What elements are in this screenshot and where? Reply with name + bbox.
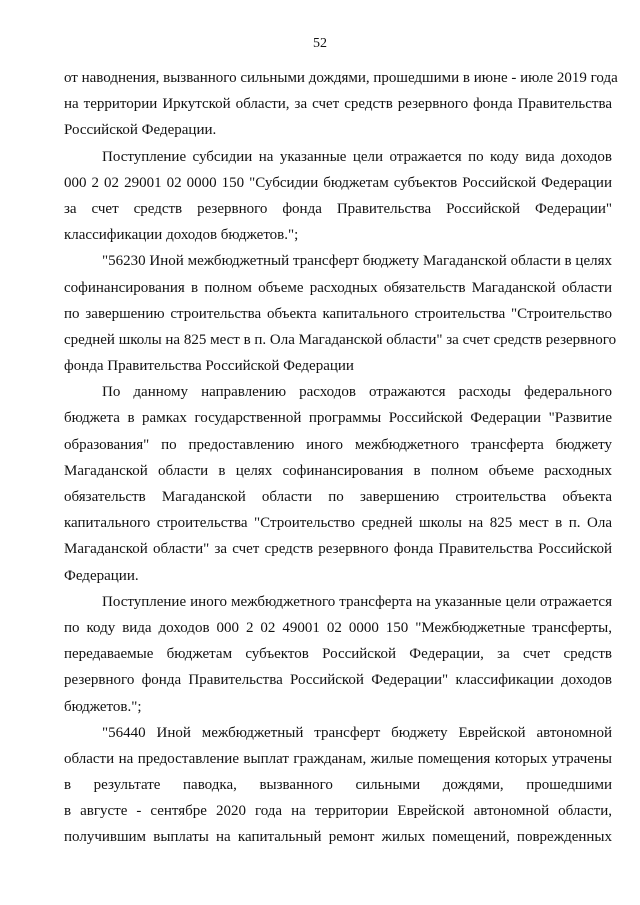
text-line: Федерации.	[64, 567, 139, 584]
text-line: "56230 Иной межбюджетный трансферт бюджету Магаданской области в целях	[102, 253, 612, 270]
text-line: бюджетов.";	[64, 698, 142, 715]
text-line: в августе - сентябре 2020 года на территории Еврейской автономной области,	[64, 803, 612, 820]
text-line: Поступление иного межбюджетного трансферта на указанные цели отражается	[102, 593, 612, 610]
text-line: получившим выплаты на капитальный ремонт жилых помещений, поврежденных	[64, 829, 612, 846]
text-line: капитального строительства "Строительство средней школы на 825 мест в п. Ола	[64, 515, 612, 532]
document-body	[64, 65, 618, 851]
text-line: области на предоставление выплат гражданам, жилые помещения которых утрачены	[64, 750, 612, 767]
text-line: фонда Правительства Российской Федерации	[64, 358, 354, 375]
text-line: резервного фонда Правительства Российской Федерации" классификации доходов	[64, 672, 612, 689]
text-line: Магаданской области" за счет средств резервного фонда Правительства Российской	[64, 541, 612, 558]
text-line: софинансирования в полном объеме расходных обязательств Магаданской области	[64, 279, 612, 296]
page-number: 52	[313, 36, 327, 51]
text-line: по завершению строительства объекта капитального строительства "Строительство	[64, 305, 612, 322]
text-line: классификации доходов бюджетов.";	[64, 227, 299, 244]
text-line: "56440 Иной межбюджетный трансферт бюджету Еврейской автономной	[102, 724, 612, 741]
text-line: передаваемые бюджетам субъектов Российской Федерации, за счет средств	[64, 646, 612, 663]
text-line: Поступление субсидии на указанные цели отражается по коду вида доходов	[102, 148, 612, 165]
text-line: за счет средств резервного фонда Правительства Российской Федерации"	[64, 200, 612, 217]
text-line: обязательств Магаданской области по завершению строительства объекта	[64, 489, 612, 505]
text-line: по коду вида доходов 000 2 02 49001 02 0000 150 "Межбюджетные трансферты,	[64, 619, 612, 636]
text-line: в результате паводка, вызванного сильными дождями, прошедшими	[64, 777, 612, 794]
text-line: По данному направлению расходов отражаются расходы федерального	[102, 384, 612, 401]
text-line: Российской Федерации.	[64, 122, 217, 139]
text-line: на территории Иркутской области, за счет средств резервного фонда Правительства	[64, 96, 612, 113]
text-line: Магаданской области в целях софинансирования в полном объеме расходных	[64, 462, 612, 479]
text-line: бюджета в рамках государственной программы Российской Федерации "Развитие	[64, 410, 612, 427]
text-line: средней школы на 825 мест в п. Ола Магаданской области" за счет средств резервного	[64, 331, 617, 348]
text-line: 000 2 02 29001 02 0000 150 "Субсидии бюджетам субъектов Российской Федерации	[64, 174, 612, 191]
text-line: образования" по предоставлению иного межбюджетного трансферта бюджету	[64, 436, 612, 453]
text-line: от наводнения, вызванного сильными дождями, прошедшими в июне - июле 2019 года	[64, 70, 618, 86]
